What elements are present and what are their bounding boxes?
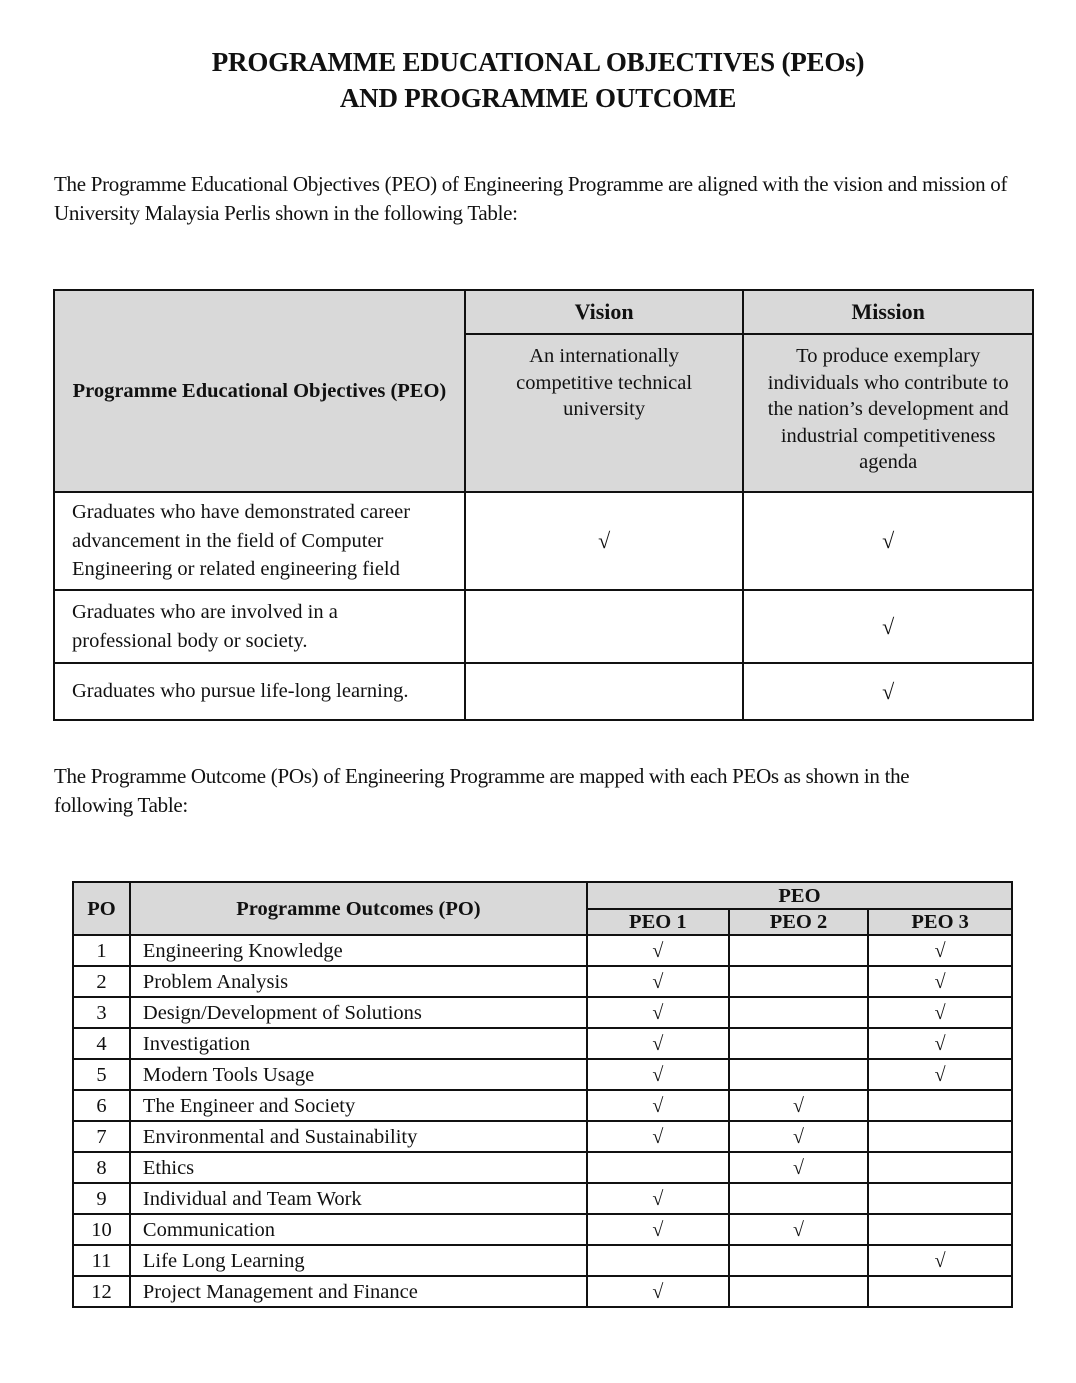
peo3-header: PEO 3 <box>868 909 1012 935</box>
peo3-check-cell <box>868 1121 1012 1152</box>
mission-description-text: To produce exemplary individuals who contribute to the nation’s development and industrial competitiveness agenda <box>767 345 1009 473</box>
mission-description <box>743 334 1033 492</box>
peo3-check-cell <box>868 1214 1012 1245</box>
table-row <box>54 663 1033 720</box>
table-row <box>54 492 1033 590</box>
po-name-cell: Ethics <box>130 1152 587 1183</box>
table-row <box>73 1090 1012 1121</box>
table-row <box>73 935 1012 966</box>
peo1-check-cell: √ <box>587 1276 729 1307</box>
peo2-check-cell: √ <box>729 1121 869 1152</box>
peo2-header: PEO 2 <box>729 909 869 935</box>
peo3-check-cell: √ <box>868 997 1012 1028</box>
po-number-cell: 12 <box>73 1276 130 1307</box>
table-row <box>73 966 1012 997</box>
peo2-check-cell <box>729 1059 869 1090</box>
peo1-check-cell: √ <box>587 997 729 1028</box>
peo2-check-cell <box>729 1276 869 1307</box>
po-name-cell: Communication <box>130 1214 587 1245</box>
vision-check-cell: √ <box>465 492 744 590</box>
peo1-check-cell: √ <box>587 1214 729 1245</box>
po-name-cell: Modern Tools Usage <box>130 1059 587 1090</box>
po-name-cell: The Engineer and Society <box>130 1090 587 1121</box>
peo1-check-cell: √ <box>587 1059 729 1090</box>
table-row <box>73 1214 1012 1245</box>
mission-check-cell: √ <box>743 590 1033 663</box>
po-number-cell: 3 <box>73 997 130 1028</box>
peo-cell: Graduates who have demonstrated career advancement in the field of Computer Engineering or related engineering field <box>54 492 465 590</box>
po-number-header: PO <box>73 882 130 935</box>
peo2-check-cell <box>729 935 869 966</box>
table-row <box>73 1059 1012 1090</box>
peo1-header: PEO 1 <box>587 909 729 935</box>
po-number-cell: 8 <box>73 1152 130 1183</box>
peo3-check-cell: √ <box>868 1059 1012 1090</box>
table-row <box>73 1245 1012 1276</box>
peo1-check-cell: √ <box>587 1183 729 1214</box>
peo2-check-cell <box>729 1183 869 1214</box>
mission-check-cell: √ <box>743 492 1033 590</box>
peo-group-header: PEO <box>587 882 1012 909</box>
peo-vision-mission-table <box>53 289 1034 721</box>
po-number-cell: 2 <box>73 966 130 997</box>
vision-description <box>465 334 744 492</box>
peo1-check-cell: √ <box>587 1121 729 1152</box>
peo2-check-cell: √ <box>729 1214 869 1245</box>
peo1-check-cell <box>587 1245 729 1276</box>
table-row <box>73 1152 1012 1183</box>
po-number-cell: 11 <box>73 1245 130 1276</box>
vision-description-text: An internationally competitive technical university <box>516 345 693 420</box>
po-paragraph-text: The Programme Outcome (POs) of Engineering Programme are mapped with each PEOs as shown in the following Table: <box>54 764 910 817</box>
po-outcomes-header: Programme Outcomes (PO) <box>130 882 587 935</box>
po-number-cell: 7 <box>73 1121 130 1152</box>
intro-paragraph: The Programme Educational Objectives (PEO) of Engineering Programme are aligned with the vision and mission of University Malaysia Perlis shown in the following Table: <box>54 172 1008 225</box>
po-name-cell: Individual and Team Work <box>130 1183 587 1214</box>
peo1-check-cell: √ <box>587 966 729 997</box>
peo1-check-cell: √ <box>587 1028 729 1059</box>
peo3-check-cell <box>868 1276 1012 1307</box>
page-title <box>0 44 1076 116</box>
vision-check-cell <box>465 590 744 663</box>
table-row <box>73 997 1012 1028</box>
peo3-check-cell: √ <box>868 1028 1012 1059</box>
po-number-cell: 1 <box>73 935 130 966</box>
peo3-check-cell: √ <box>868 966 1012 997</box>
peo2-check-cell <box>729 997 869 1028</box>
vision-column-header: Vision <box>465 290 744 334</box>
po-name-cell: Life Long Learning <box>130 1245 587 1276</box>
peo2-check-cell <box>729 966 869 997</box>
peo3-check-cell <box>868 1183 1012 1214</box>
table-row <box>73 1028 1012 1059</box>
mission-column-header: Mission <box>743 290 1033 334</box>
table-row <box>73 1183 1012 1214</box>
mission-check-cell: √ <box>743 663 1033 720</box>
po-number-cell: 10 <box>73 1214 130 1245</box>
peo-cell <box>54 590 465 663</box>
table-row <box>73 1276 1012 1307</box>
peo3-check-cell: √ <box>868 1245 1012 1276</box>
peo2-check-cell: √ <box>729 1152 869 1183</box>
peo1-check-cell: √ <box>587 1090 729 1121</box>
page-title-line-1: PROGRAMME EDUCATIONAL OBJECTIVES (PEOs) <box>211 47 865 77</box>
po-name-cell: Investigation <box>130 1028 587 1059</box>
table-row <box>73 1121 1012 1152</box>
peo3-check-cell <box>868 1090 1012 1121</box>
po-name-cell: Design/Development of Solutions <box>130 997 587 1028</box>
po-paragraph <box>54 762 1039 819</box>
page-title-line-2: AND PROGRAMME OUTCOME <box>339 83 737 113</box>
po-peo-mapping-table <box>72 881 1013 1308</box>
po-number-cell: 6 <box>73 1090 130 1121</box>
peo2-check-cell <box>729 1245 869 1276</box>
po-name-cell: Engineering Knowledge <box>130 935 587 966</box>
po-name-cell: Problem Analysis <box>130 966 587 997</box>
peo2-check-cell <box>729 1028 869 1059</box>
table-row <box>54 590 1033 663</box>
po-name-cell: Environmental and Sustainability <box>130 1121 587 1152</box>
po-number-cell: 5 <box>73 1059 130 1090</box>
peo3-check-cell <box>868 1152 1012 1183</box>
peo-cell-text: Graduates who are involved in a professional body or society. <box>72 601 338 652</box>
peo-column-header: Programme Educational Objectives (PEO) <box>54 290 465 492</box>
po-number-cell: 4 <box>73 1028 130 1059</box>
peo3-check-cell: √ <box>868 935 1012 966</box>
po-number-cell: 9 <box>73 1183 130 1214</box>
vision-check-cell <box>465 663 744 720</box>
peo1-check-cell: √ <box>587 935 729 966</box>
po-name-cell: Project Management and Finance <box>130 1276 587 1307</box>
peo-cell: Graduates who pursue life-long learning. <box>54 663 465 720</box>
peo2-check-cell: √ <box>729 1090 869 1121</box>
peo1-check-cell <box>587 1152 729 1183</box>
